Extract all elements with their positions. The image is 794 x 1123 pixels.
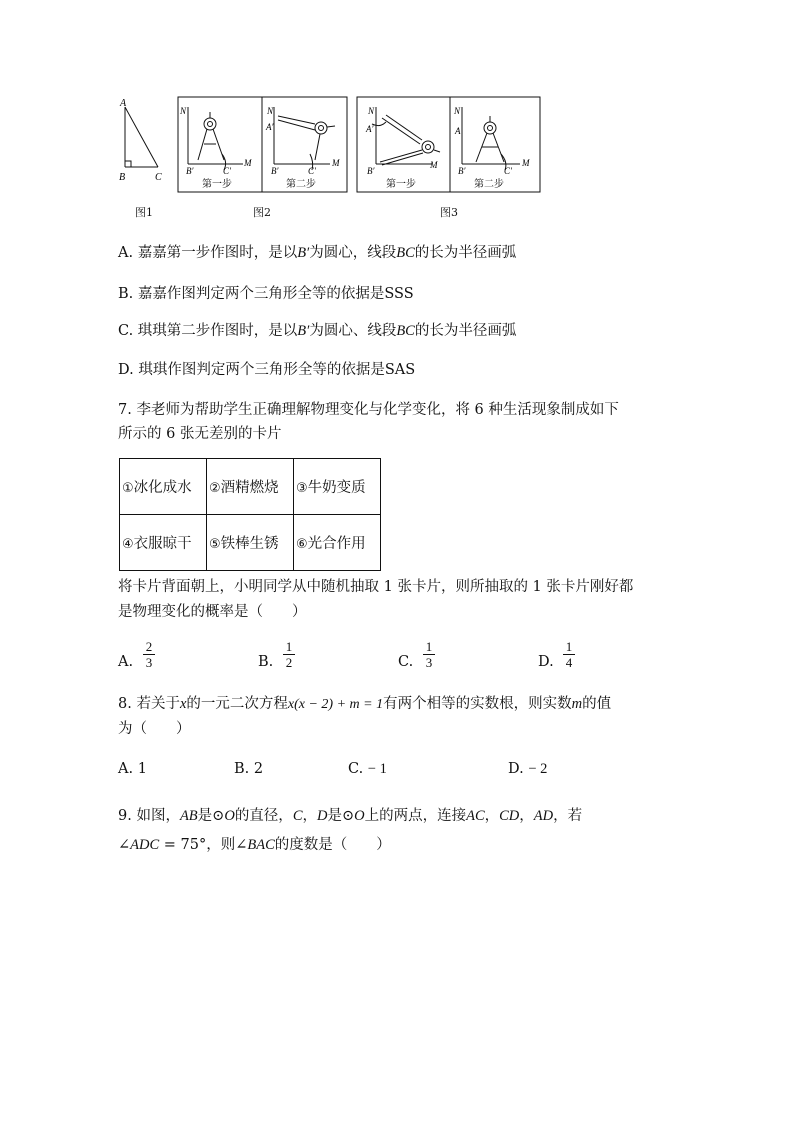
fig3-p2-M: M bbox=[522, 158, 530, 168]
q9-stem-line2: ∠ADC = 75°，则∠BAC的度数是（ ） bbox=[118, 837, 391, 853]
fig2-p1-Bp: B′ bbox=[186, 166, 194, 176]
fig2-p2-Bp: B′ bbox=[271, 166, 279, 176]
fig2-p2-M: M bbox=[332, 158, 340, 168]
fig2-step1-drawing bbox=[188, 107, 243, 170]
q6-option-a[interactable]: A. 嘉嘉第一步作图时，是以B′为圆心，线段BC的长为半径画弧 bbox=[118, 245, 517, 261]
q7-stem-line4: 是物理变化的概率是（ ） bbox=[118, 604, 307, 620]
fig3-p1-N: N bbox=[368, 106, 375, 116]
fig2-p2-step: 第二步 bbox=[286, 179, 316, 190]
fig1-label-B: B bbox=[119, 172, 126, 183]
q7-cards-table bbox=[119, 458, 381, 571]
fig3-p2-Cp: C′ bbox=[504, 166, 512, 176]
card-3: ③牛奶变质 bbox=[294, 459, 381, 515]
q7-option-d[interactable]: D. bbox=[538, 654, 554, 670]
fig2-step2-drawing bbox=[274, 107, 335, 170]
angle-icon: ∠ bbox=[235, 837, 248, 853]
q7-option-c[interactable]: C. bbox=[398, 654, 414, 670]
q7-option-b[interactable]: B. bbox=[258, 654, 274, 670]
card-2: ②酒精燃烧 bbox=[207, 459, 294, 515]
figure-3-frame bbox=[357, 97, 540, 192]
q7-option-a-fraction: 2 3 bbox=[143, 640, 155, 669]
q7-stem-line3: 将卡片背面朝上，小明同学从中随机抽取 1 张卡片，则所抽取的 1 张卡片刚好都 bbox=[118, 579, 634, 595]
fig3-step1-drawing bbox=[372, 107, 440, 165]
q6-option-d[interactable]: D. 琪琪作图判定两个三角形全等的依据是SAS bbox=[118, 362, 416, 378]
q8-stem-line2: 为（ ） bbox=[118, 721, 191, 737]
fig3-caption: 图3 bbox=[440, 206, 458, 219]
q8-stem-line1: 8. 若关于x的一元二次方程x(x − 2) + m = 1有两个相等的实数根，则实数m的值 bbox=[118, 696, 612, 712]
fig3-p2-Bp: B′ bbox=[458, 166, 466, 176]
q7-option-d-fraction: 1 4 bbox=[563, 640, 575, 669]
q7-option-a[interactable]: A. bbox=[118, 654, 134, 670]
card-6: ⑥光合作用 bbox=[294, 515, 381, 571]
fig3-p2-N: N bbox=[454, 106, 461, 116]
q7-stem-line1: 7. 李老师为帮助学生正确理解物理变化与化学变化，将 6 种生活现象制成如下 bbox=[118, 402, 619, 418]
card-4: ④衣服晾干 bbox=[120, 515, 207, 571]
circle-symbol-icon: ⊙ bbox=[212, 808, 225, 824]
fig1-label-A: A bbox=[120, 98, 127, 109]
q7-stem-line2: 所示的 6 张无差别的卡片 bbox=[118, 426, 282, 442]
fig2-p1-step: 第一步 bbox=[202, 179, 232, 190]
card-5: ⑤铁棒生锈 bbox=[207, 515, 294, 571]
fig3-p1-Ap: A′ bbox=[366, 124, 374, 134]
construction-figures bbox=[110, 92, 550, 222]
fig2-p2-Cp: C′ bbox=[308, 166, 316, 176]
q8-option-d[interactable]: D. − 2 bbox=[508, 761, 548, 777]
q8-option-a[interactable]: A. 1 bbox=[118, 761, 147, 777]
fig1-label-C: C bbox=[155, 172, 162, 183]
fig1-caption: 图1 bbox=[135, 206, 153, 219]
fig2-p1-M: M bbox=[244, 158, 252, 168]
q9-stem-line1: 9. 如图，AB是⊙O的直径，C，D是⊙O上的两点，连接AC，CD，AD，若 bbox=[118, 808, 583, 824]
circle-symbol-icon: ⊙ bbox=[341, 808, 355, 824]
q8-option-c[interactable]: C. − 1 bbox=[348, 761, 387, 777]
fig3-step2-drawing bbox=[462, 107, 520, 170]
q6-option-b[interactable]: B. 嘉嘉作图判定两个三角形全等的依据是SSS bbox=[118, 286, 414, 302]
fig3-p1-M: M bbox=[430, 160, 438, 170]
fig3-p2-A: A bbox=[455, 126, 461, 136]
fig2-p1-Cp: C′ bbox=[223, 166, 231, 176]
fig2-caption: 图2 bbox=[253, 206, 271, 219]
fig3-p2-step: 第二步 bbox=[474, 179, 504, 190]
fig2-p2-Ap: A′ bbox=[266, 122, 274, 132]
q7-option-b-fraction: 1 2 bbox=[283, 640, 295, 669]
q6-option-c[interactable]: C. 琪琪第二步作图时，是以B′为圆心、线段BC的长为半径画弧 bbox=[118, 323, 517, 339]
fig3-p1-step: 第一步 bbox=[386, 179, 416, 190]
angle-icon: ∠ bbox=[118, 837, 131, 853]
fig2-p2-N: N bbox=[267, 106, 274, 116]
q7-option-c-fraction: 1 3 bbox=[423, 640, 435, 669]
card-1: ①冰化成水 bbox=[120, 459, 207, 515]
fig2-p1-N: N bbox=[180, 106, 187, 116]
fig3-p1-Bp: B′ bbox=[367, 166, 375, 176]
figure-1-triangle bbox=[125, 107, 158, 167]
q8-option-b[interactable]: B. 2 bbox=[234, 761, 264, 777]
